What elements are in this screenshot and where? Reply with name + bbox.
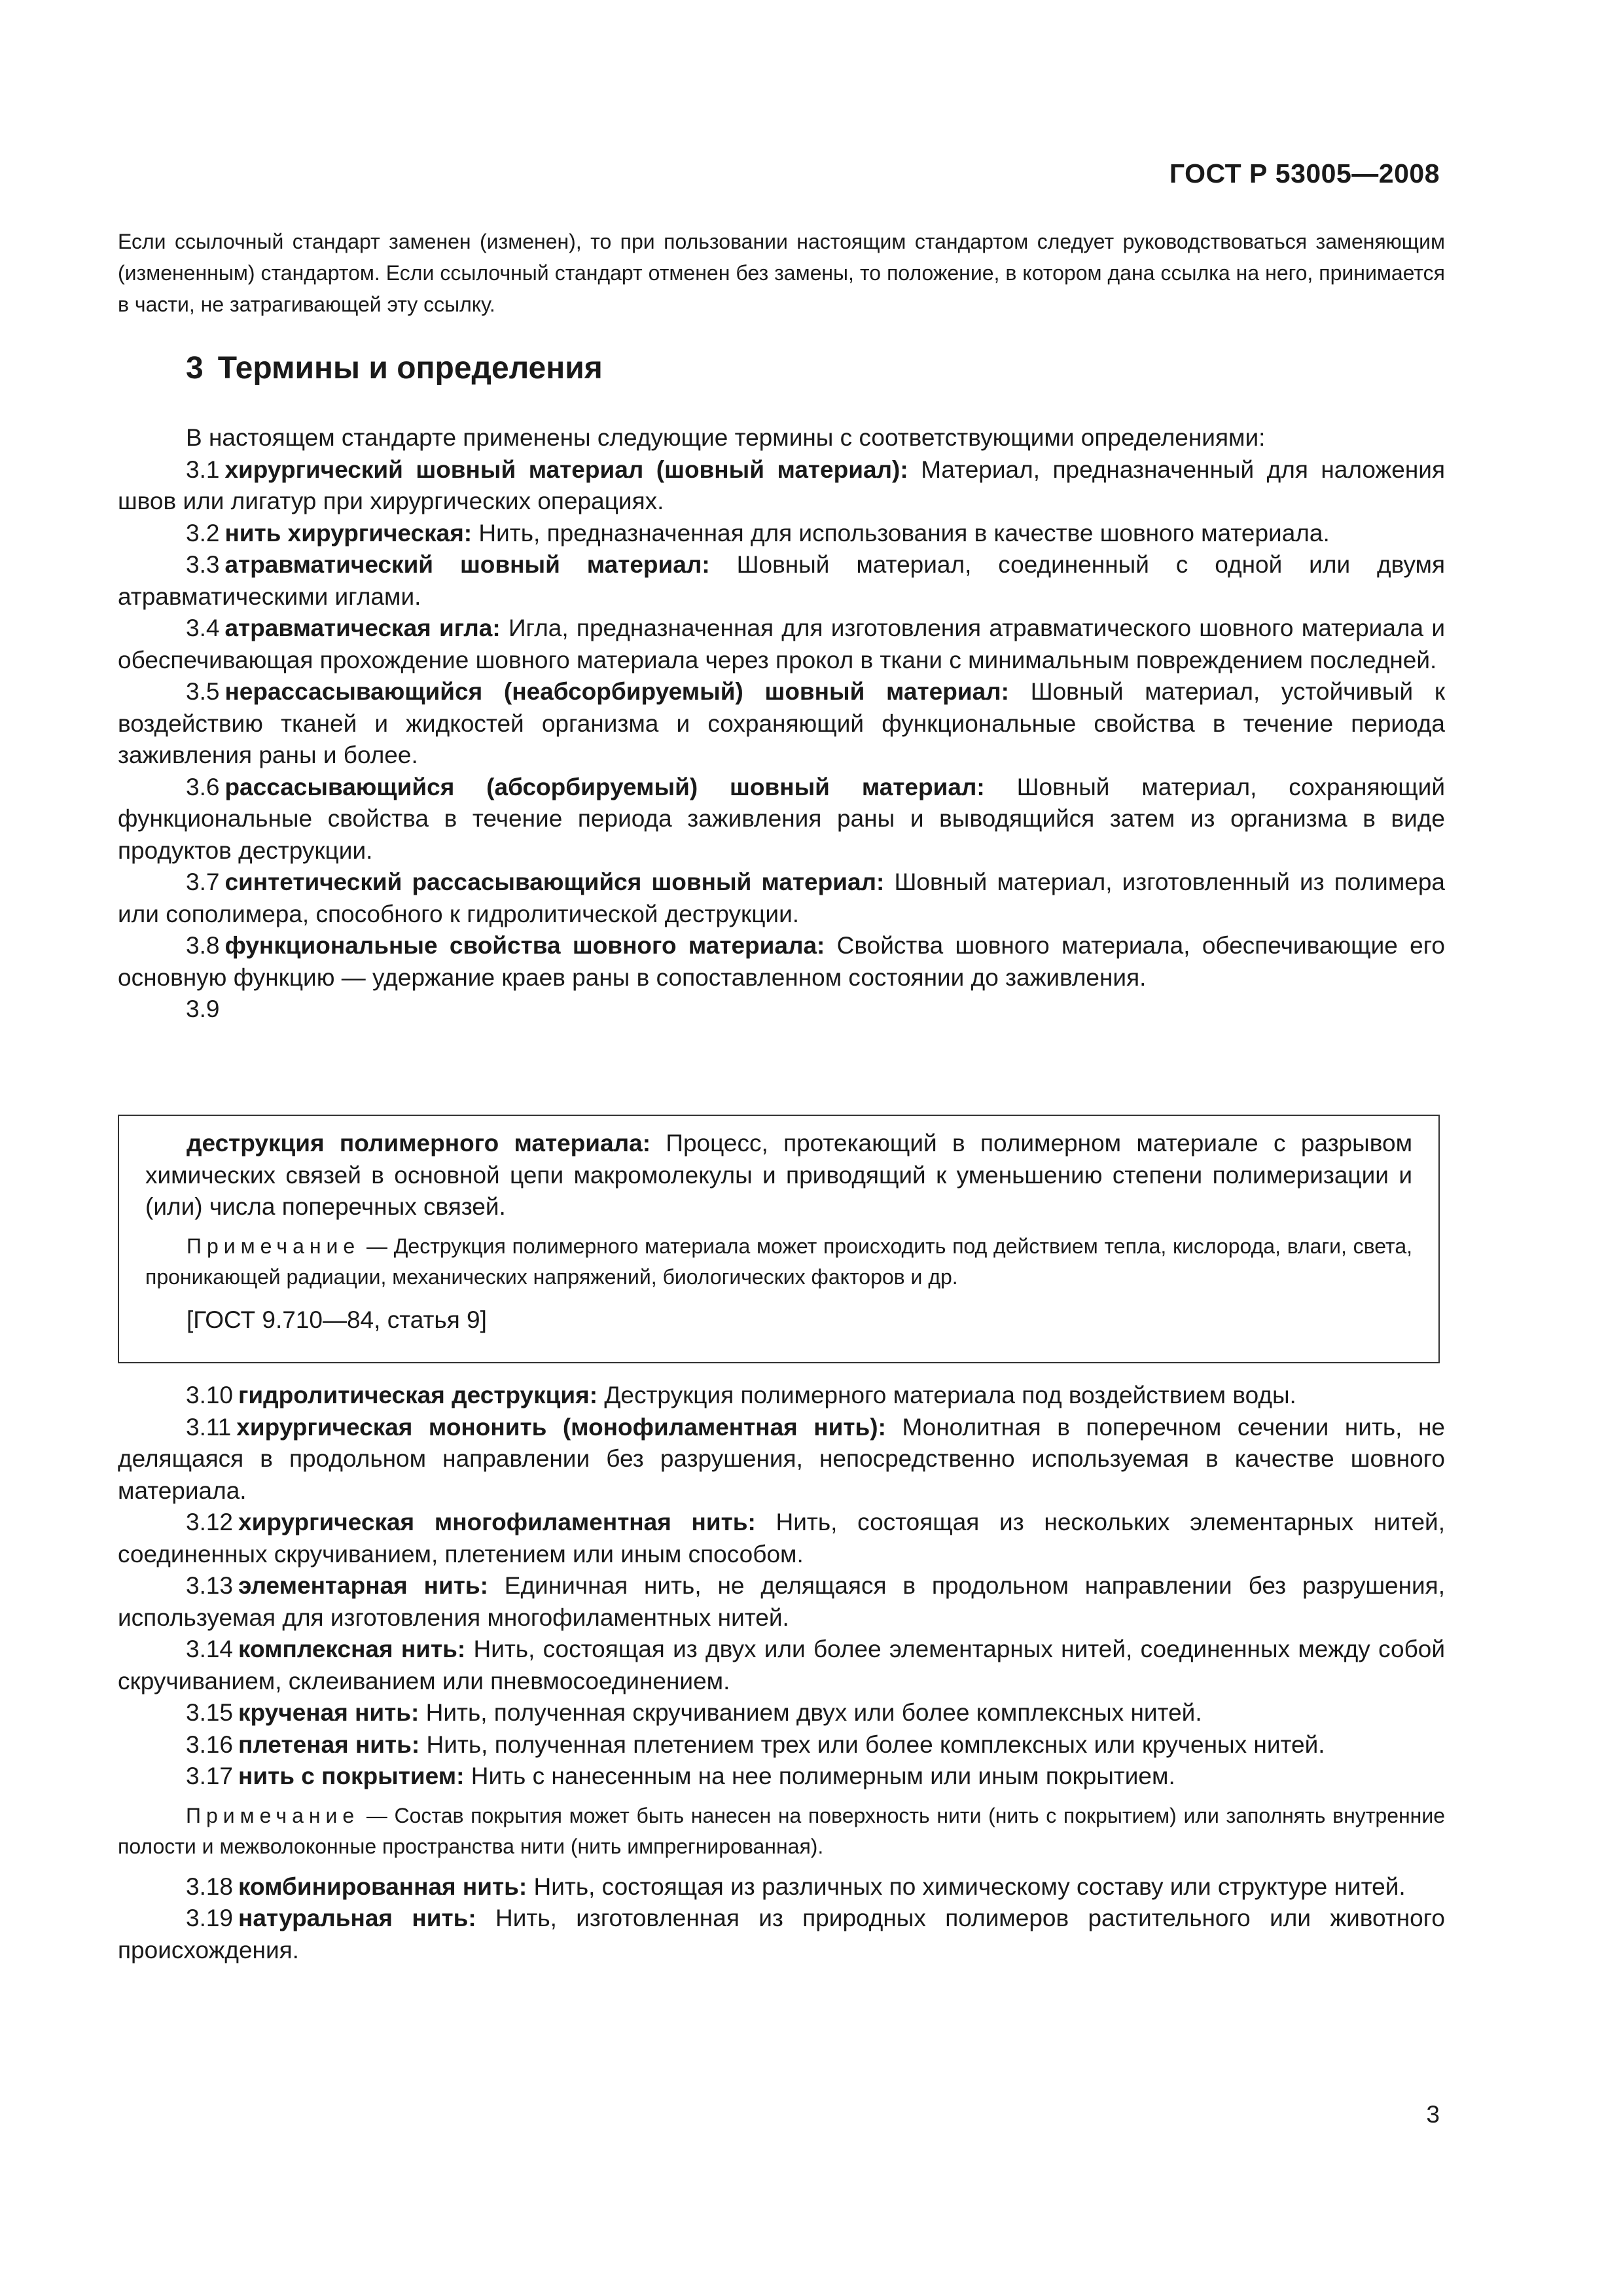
term-entry: 3.18 комбинированная нить: Нить, состоящая из различных по химическому составу или структуре нитей. [186,1873,1406,1900]
intro-paragraph: Если ссылочный стандарт заменен (изменен), то при пользовании настоящим стандартом следует руководствоваться заменяющим (измененным) стандартом. Если ссылочный стандарт отменен без замены, то положение, в котором дана ссылка на него, принимается в части, не затрагивающей эту ссылку. [118,230,1445,316]
term-entry: 3.2 нить хирургическая: Нить, предназначенная для использования в качестве шовного материала. [186,519,1330,547]
term-entry: 3.12 хирургическая многофиламентная нить: Нить, состоящая из нескольких элементарных нитей, соединенных скручиванием, плетением или иным способом. [118,1509,1445,1568]
term-entry: 3.1 хирургический шовный материал (шовный материал): Материал, предназначенный для наложения швов или лигатур при хирургических операциях. [118,456,1445,514]
section-title [186,350,603,386]
definition-text: деструкция полимерного материала: Процесс, протекающий в полимерном материале с разрывом химических связей в основной цепи макромолекулы и приводящий к уменьшению степени полимеризации и (или) числа поперечных связей. [145,1130,1413,1220]
term-entry: 3.14 комплексная нить: Нить, состоящая из двух или более элементарных нитей, соединенных между собой скручиванием, склеиванием или пневмосоединением. [118,1636,1446,1695]
term-entry: 3.3 атравматический шовный материал: Шовный материал, соединенный с одной или двумя атравматическими иглами. [118,551,1446,610]
term-number-3-9: 3.9 [186,996,220,1022]
terms-block-1 [118,422,1445,1026]
term-entry: 3.17 нить с покрытием: Нить с нанесенным на нее полимерным или иным покрытием. [186,1763,1175,1789]
section-number: 3 [186,351,204,386]
term-entry: 3.5 нерассасывающийся (неабсорбируемый) шовный материал: Шовный материал, устойчивый к воздействию тканей и жидкостей организма и сохраняющий функциональные свойства в течение периода заживления раны и более. [118,678,1446,768]
definition-source: [ГОСТ 9.710—84, статья 9] [187,1306,487,1333]
definition-box [118,1115,1440,1363]
term-entry: 3.19 натуральная нить: Нить, изготовленная из природных полимеров растительного или животного происхождения. [118,1905,1445,1964]
terms-block-2 [118,1380,1445,1966]
term-entry: 3.10 гидролитическая деструкция: Деструкция полимерного материала под воздействием воды. [186,1382,1296,1408]
term-note: Примечание — Состав покрытия может быть нанесен на поверхность нити (нить с покрытием) или заполнять внутренние полости и межволоконные пространства нити (нить импрегнированная). [118,1803,1446,1858]
lead-paragraph: В настоящем стандарте применены следующие термины с соответствующими определениями: [186,424,1266,451]
document-id: ГОСТ Р 53005—2008 [1169,158,1440,188]
term-entry: 3.13 элементарная нить: Единичная нить, не делящаяся в продольном направлении без разрушения, используемая для изготовления многофиламентных нитей. [118,1572,1445,1631]
term-entry: 3.11 хирургическая мононить (монофиламентная нить): Монолитная в поперечном сечении нить, не делящаяся в продольном направлении без разрушения, непосредственно используемая в качестве шовного материала. [118,1413,1445,1504]
term-entry: 3.4 атравматическая игла: Игла, предназначенная для изготовления атравматического шовного материала и обеспечивающая прохождение шовного материала через прокол в ткани с минимальным повреждением последней. [118,615,1446,673]
section-title-text: Термины и определения [217,351,603,386]
term-entry: 3.15 крученая нить: Нить, полученная скручиванием двух или более комплексных нитей. [186,1699,1202,1726]
definition-note: Примечание — Деструкция полимерного материала может происходить под действием тепла, кислорода, влаги, света, проникающей радиации, механических напряжений, биологических факторов и др. [145,1234,1413,1289]
term-entry: 3.7 синтетический рассасывающийся шовный материал: Шовный материал, изготовленный из полимера или сополимера, способного к гидролитической деструкции. [118,869,1445,927]
term-entry: 3.16 плетеная нить: Нить, полученная плетением трех или более комплексных или крученых нитей. [186,1731,1325,1758]
term-entry: 3.6 рассасывающийся (абсорбируемый) шовный материал: Шовный материал, сохраняющий функциональные свойства в течение периода заживления раны и выводящийся затем из организма в виде продуктов деструкции. [118,773,1446,864]
page-number: 3 [1426,2101,1440,2128]
term-entry: 3.8 функциональные свойства шовного материала: Свойства шовного материала, обеспечивающие его основную функцию — удержание краев раны в сопоставленном состоянии до заживления. [118,932,1446,991]
